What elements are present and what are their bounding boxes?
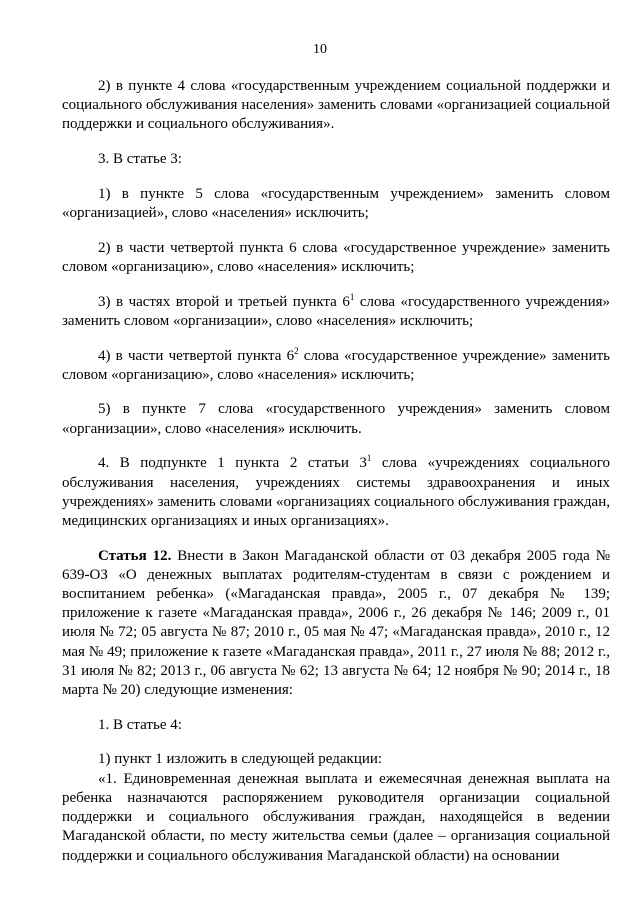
paragraph-text-start: 3) в частях второй и третьей пункта 6 — [98, 293, 350, 310]
document-body — [62, 77, 610, 866]
paragraph-item-4-article-3-1 — [62, 454, 610, 531]
paragraph-item-2-point-4: 2) в пункте 4 слова «государственным учреждением социальной поддержки и социального обслуживания населения» заменить словами «организацией социальной поддержки и социального обслуживания». — [62, 78, 610, 133]
paragraph-item-2-point-6: 2) в части четвертой пункта 6 слова «государственное учреждение» заменить словом «организацию», слово «населения» исключить; — [62, 239, 610, 275]
article-12-text: Внести в Закон Магаданской области от 03 декабря 2005 года № 639-ОЗ «О денежных выплатах родителям-студентам в связи с рождением и воспитанием ребенка» («Магаданская правда», 2005 г., 07 декабря № 139; приложение к газете «Магаданская правда», 2006 г., 26 декабря № 146; 2009 г., 01 июля № 72; 05 августа № 87; 2010 г., 05 мая № 47; «Магаданская правда», 2010 г., 12 мая № 49; приложение к газете «Магаданская правда», 2011 г., 27 июля № 88; 2012 г., 31 июля № 82; 2013 г., 06 августа № 62; 13 августа № 64; 12 ноября № 90; 2014 г., 18 марта № 20) следующие изменения: — [62, 547, 611, 699]
paragraph-item-5-point-7: 5) в пункте 7 слова «государственного учреждения» заменить словом «организации», слово «населения» исключить. — [62, 401, 610, 437]
article-12-heading: Статья 12. — [98, 547, 172, 564]
paragraph-text-end: слова «государственного учреждения» заменить словом «организации», слово «населения» исключить; — [62, 293, 610, 329]
paragraph-item-1-point-1: 1) пункт 1 изложить в следующей редакции: — [98, 751, 383, 768]
paragraph-text-end: слова «государственное учреждение» заменить словом «организацию», слово «населения» исключить; — [62, 347, 610, 383]
paragraph-article-3-heading: 3. В статье 3: — [98, 151, 182, 168]
paragraph-item-3-point-6-1 — [62, 293, 610, 331]
superscript-index: 1 — [349, 291, 355, 302]
superscript-index: 1 — [366, 453, 372, 464]
paragraph-point-1-new-wording: «1. Единовременная денежная выплата и ежемесячная денежная выплата на ребенка назначаются распоряжением руководителя организации социальной поддержки и социального обслуживания граждан, находящейся в ведении Магаданской области, по месту жительства семьи (далее – организация социальной поддержки и социального обслуживания Магаданской области) на основании — [62, 770, 610, 864]
paragraph-text-start: 4) в части четвертой пункта 6 — [98, 347, 295, 364]
paragraph-article-12 — [62, 547, 610, 701]
paragraph-item-4-point-6-2 — [62, 347, 610, 385]
paragraph-text-start: 4. В подпункте 1 пункта 2 статьи 3 — [98, 455, 367, 472]
paragraph-item-1-point-5: 1) в пункте 5 слова «государственным учреждением» заменить словом «организацией», слово «населения» исключить; — [62, 185, 610, 222]
superscript-index: 2 — [294, 345, 299, 356]
paragraph-article-4-heading: 1. В статье 4: — [98, 716, 182, 733]
page-number: 10 — [313, 42, 327, 57]
paragraph-text-end: слова «учреждениях социального обслуживания населения, учреждениях системы здравоохранения и иных учреждениях» заменить словами «организациях социального обслуживания граждан, медицинских организациях и иных организациях». — [62, 455, 611, 529]
